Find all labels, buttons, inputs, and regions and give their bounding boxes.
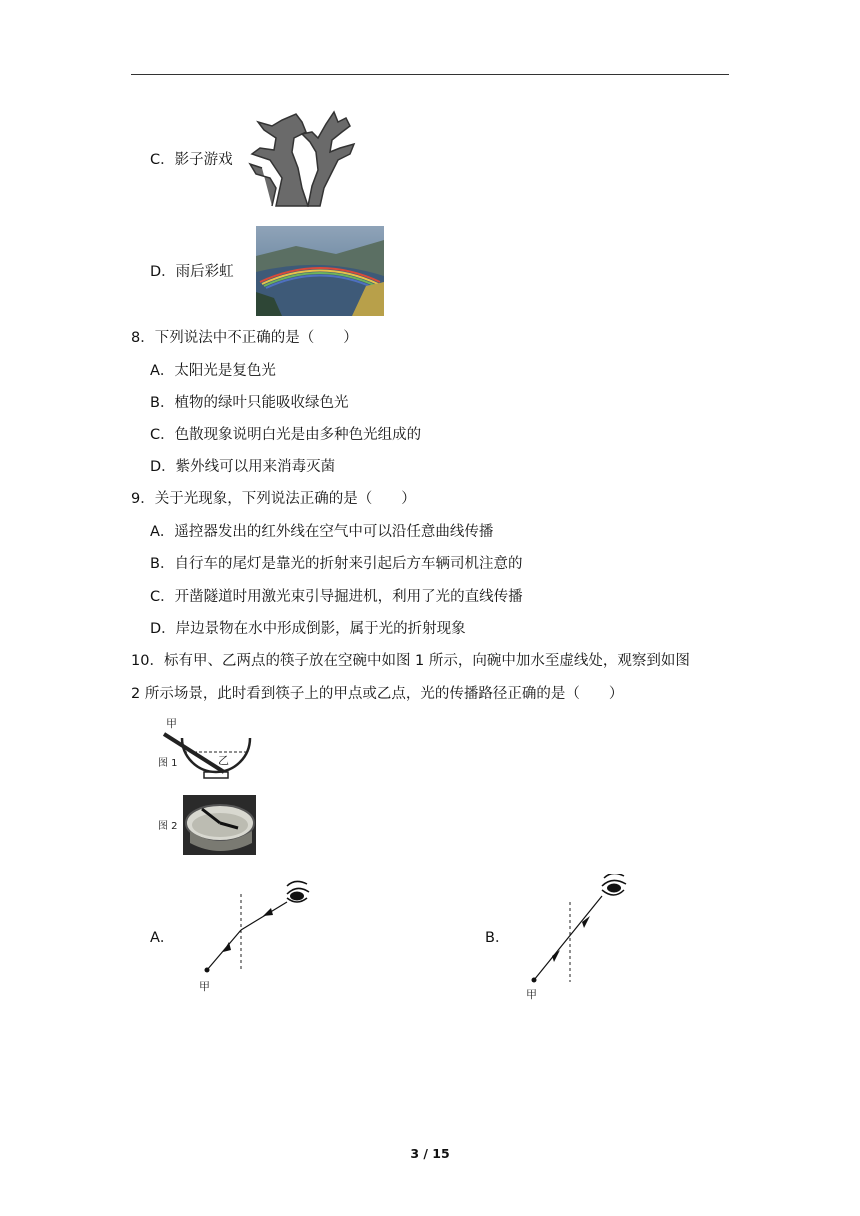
q9-option-c: C．开凿隧道时用激光束引导掘进机，利用了光的直线传播: [150, 589, 523, 605]
option-b-light-path-diagram: [524, 874, 634, 1002]
q9-option-a: A．遥控器发出的红外线在空气中可以沿任意曲线传播: [150, 524, 494, 540]
option-text: 雨后彩虹: [175, 264, 234, 280]
figure-1-bowl-diagram: [156, 716, 256, 784]
option-c-prev: [150, 150, 233, 170]
option-text: 影子游戏: [174, 152, 233, 168]
option-d-prev: [150, 262, 234, 282]
question-9-stem: 9．关于光现象，下列说法正确的是（ ）: [131, 491, 416, 507]
point-jia-label: 甲: [166, 717, 177, 730]
question-8-stem: 8．下列说法中不正确的是（ ）: [131, 330, 358, 346]
option-a-point-label: 甲: [199, 980, 210, 993]
option-letter: C．: [150, 152, 175, 168]
q10-option-b-letter: B．: [485, 930, 510, 946]
shadow-hands-image: [246, 108, 370, 210]
figure-2-label: 图 2: [158, 821, 178, 832]
rainbow-photo: [256, 226, 384, 316]
point-yi-label: 乙: [218, 754, 229, 767]
figure-2-bowl-photo: [156, 795, 256, 855]
q9-option-d: D．岸边景物在水中形成倒影，属于光的折射现象: [150, 621, 466, 637]
option-b-point-label: 甲: [526, 988, 537, 1001]
q8-option-a: A．太阳光是复色光: [150, 363, 276, 379]
figure-1-label: 图 1: [158, 758, 178, 769]
q8-option-b: B．植物的绿叶只能吸收绿色光: [150, 395, 349, 411]
header-rule: [131, 74, 729, 75]
option-letter: D．: [150, 264, 176, 280]
question-10-stem-line2: 2 所示场景，此时看到筷子上的甲点或乙点，光的传播路径正确的是（ ）: [131, 686, 624, 702]
q10-option-a-letter: A．: [150, 930, 175, 946]
option-a-light-path-diagram: [195, 880, 315, 996]
page-number: 3 / 15: [410, 1146, 450, 1161]
q9-option-b: B．自行车的尾灯是靠光的折射来引起后方车辆司机注意的: [150, 556, 523, 572]
question-10-stem-line1: 10．标有甲、乙两点的筷子放在空碗中如图 1 所示，向碗中加水至虚线处，观察到如图: [131, 653, 690, 669]
q8-option-d: D．紫外线可以用来消毒灭菌: [150, 459, 336, 475]
q8-option-c: C．色散现象说明白光是由多种色光组成的: [150, 427, 422, 443]
